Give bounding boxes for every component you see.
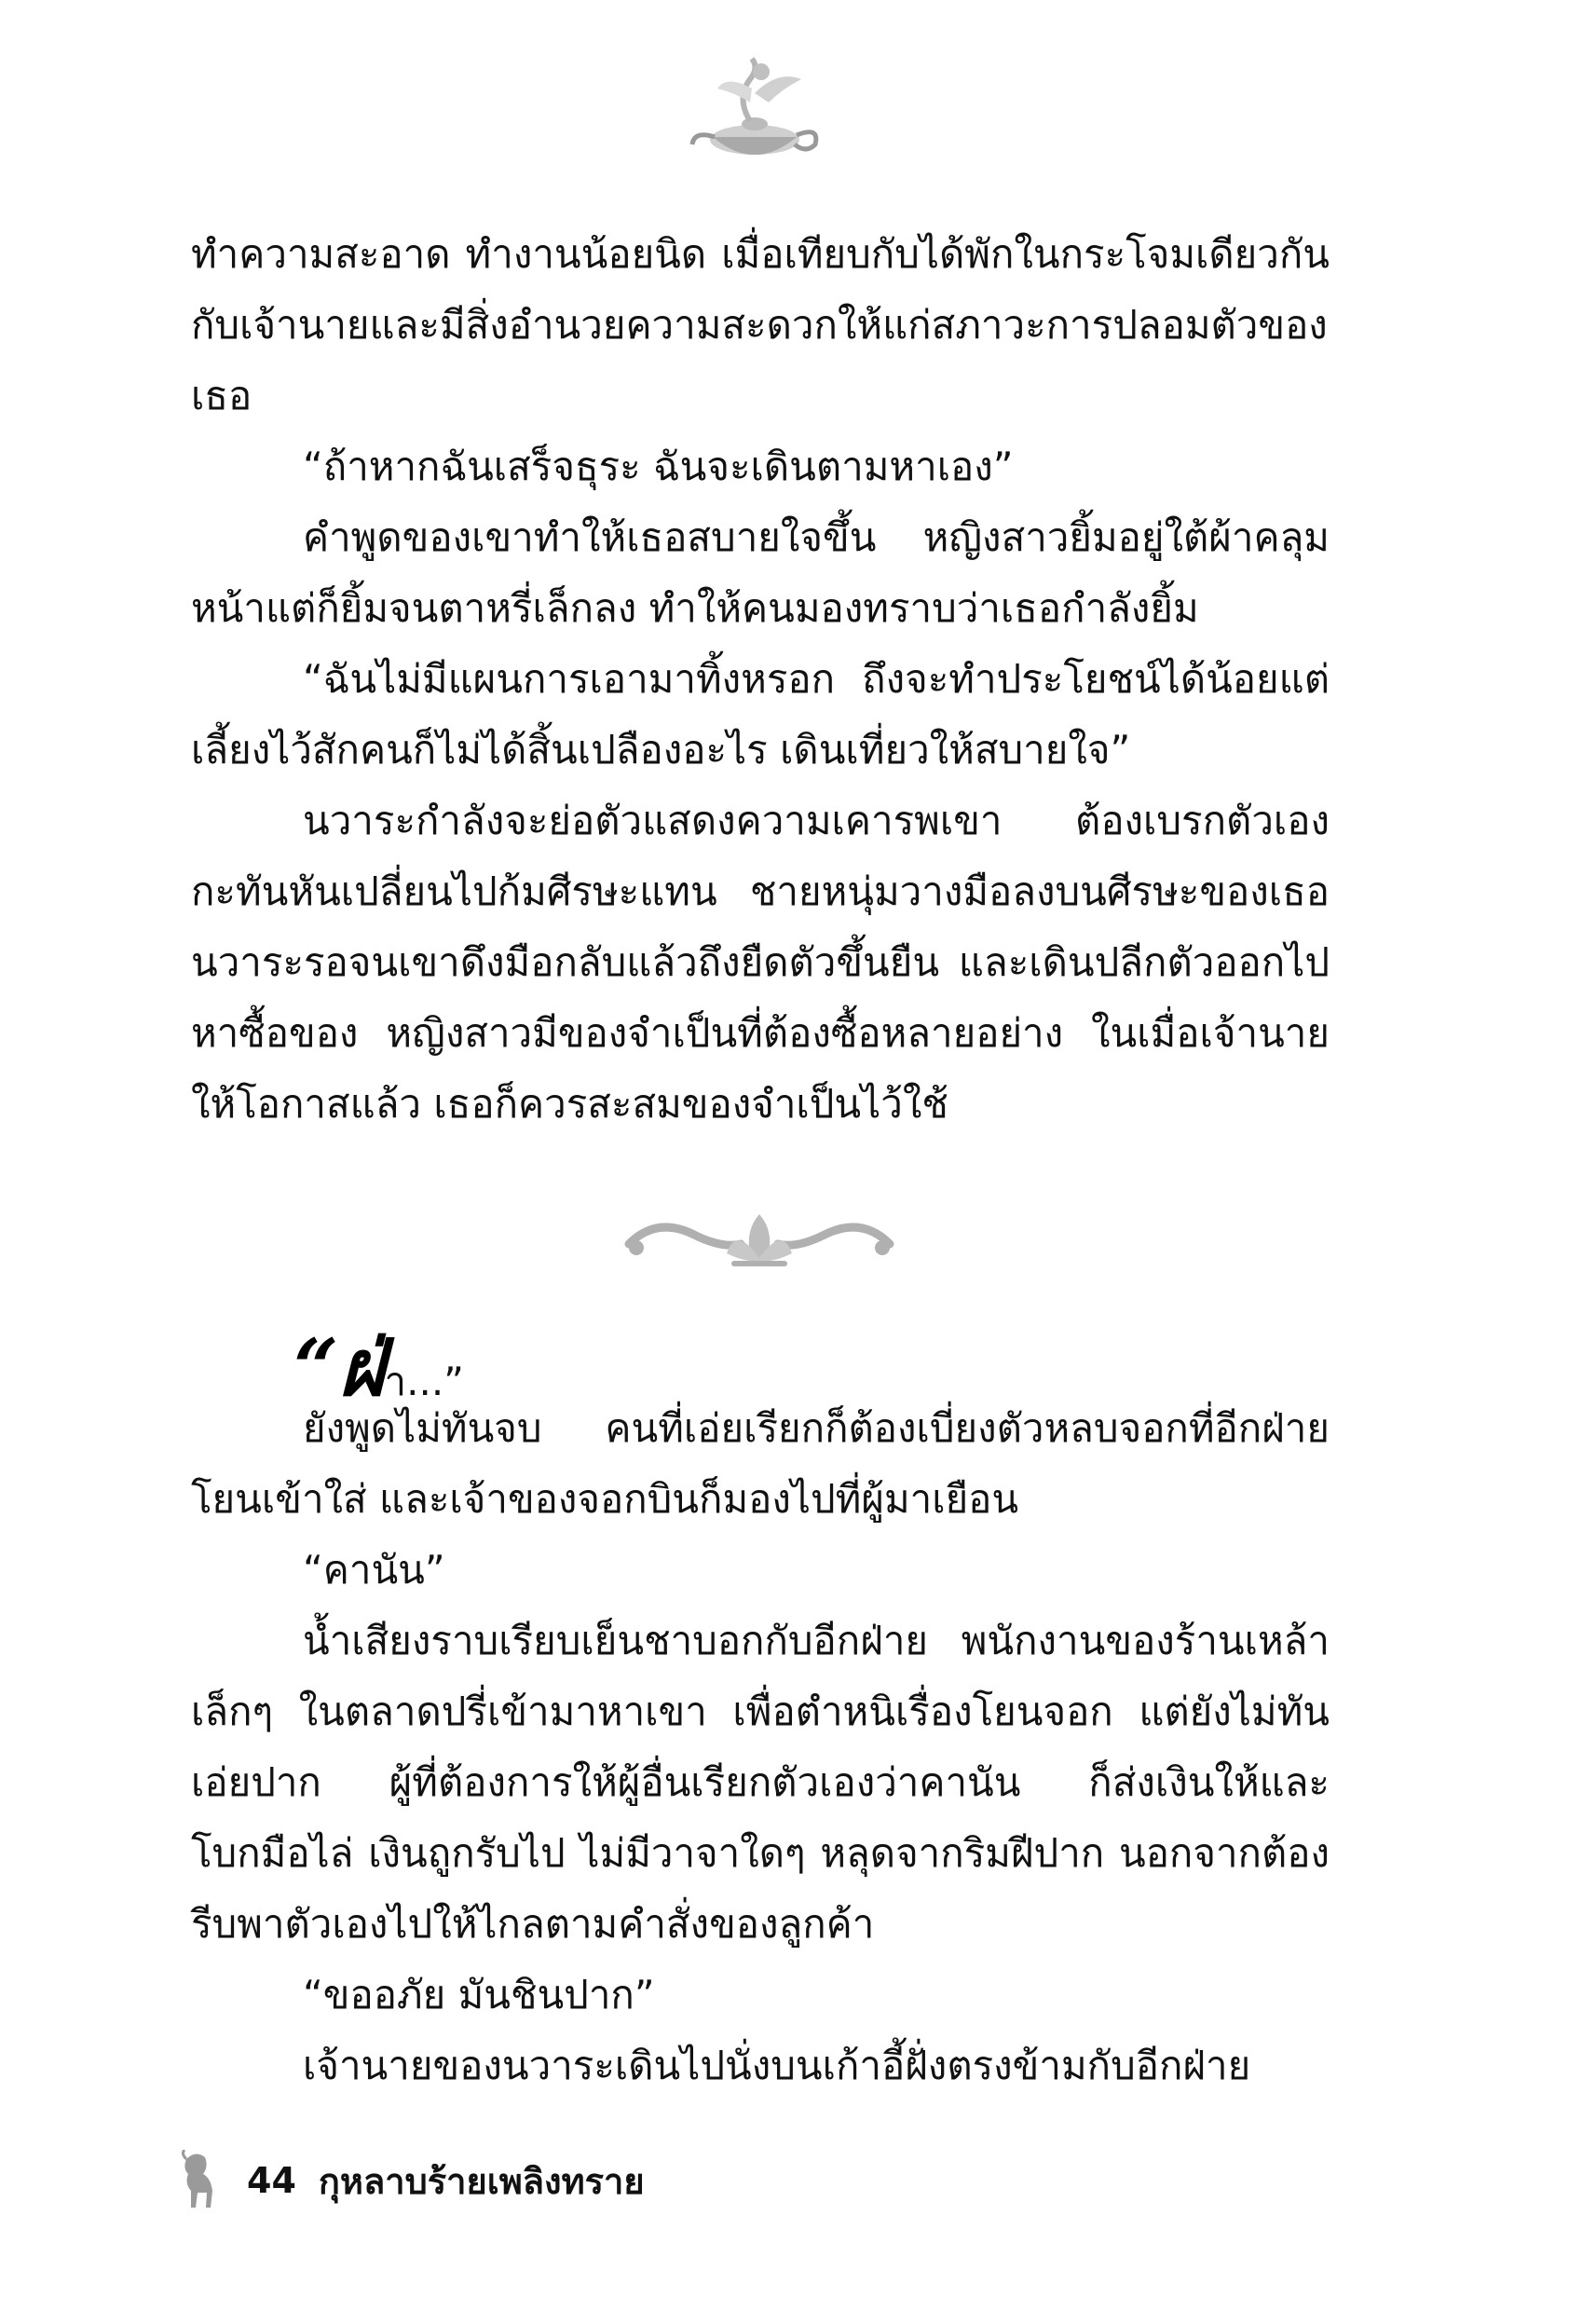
drop-cap: “ฝ่	[293, 1321, 385, 1414]
chapter-opening	[293, 1305, 464, 1414]
horse-icon	[177, 2150, 219, 2211]
flourish-divider-icon	[620, 1207, 899, 1272]
drop-cap-rest: า...”	[384, 1359, 464, 1404]
paragraph: นวาระกำลังจะย่อตัวแสดงความเคารพเขา ต้องเบรกตัวเองกะทันหันเปลี่ยนไปก้มศีรษะแทน ชายหนุ่มวางมือลงบนศีรษะของเธอนวาระรอจนเขาดึงมือกลับแล้วถึงยืดตัวขึ้นยืน และเดินปลีกตัวออกไปหาซื้อของ หญิงสาวมีของจำเป็นที่ต้องซื้อหลายอย่าง ในเมื่อเจ้านายให้โอกาสแล้ว เธอก็ควรสะสมของจำเป็นไว้ใช้	[191, 798, 1330, 1127]
paragraph: น้ำเสียงราบเรียบเย็นชาบอกกับอีกฝ่าย พนักงานของร้านเหล้าเล็กๆ ในตลาดปรี่เข้ามาหาเขา เพื่อตำหนิเรื่องโยนจอก แต่ยังไม่ทันเอ่ยปาก ผู้ที่ต้องการให้ผู้อื่นเรียกตัวเองว่าคานัน ก็ส่งเงินให้และโบกมือไล่ เงินถูกรับไป ไม่มีวาจาใดๆ หลุดจากริมฝีปาก นอกจากต้องรีบพาตัวเองไปให้ไกลตามคำสั่งของลูกค้า	[191, 1618, 1330, 1947]
book-title: กุหลาบร้ายเพลิงทราย	[318, 2160, 645, 2202]
paragraph: “ถ้าหากฉันเสร็จธุระ ฉันจะเดินตามหาเอง”	[303, 444, 1014, 489]
top-text-block	[191, 219, 1330, 1140]
page-footer	[177, 2143, 645, 2218]
lamp-fairy-icon	[685, 51, 825, 172]
page-number: 44	[247, 2160, 296, 2201]
paragraph: เจ้านายของนวาระเดินไปนั่งบนเก้าอี้ฝั่งตรงข้ามกับอีกฝ่าย	[303, 2043, 1251, 2088]
paragraph: ทำความสะอาด ทำงานน้อยนิด เมื่อเทียบกับได้พักในกระโจมเดียวกันกับเจ้านายและมีสิ่งอำนวยความสะดวกให้แก่สภาวะการปลอมตัวของเธอ	[191, 231, 1330, 418]
paragraph: “ฉันไม่มีแผนการเอามาทิ้งหรอก ถึงจะทำประโยชน์ได้น้อยแต่เลี้ยงไว้สักคนก็ไม่ได้สิ้นเปลืองอะไร เดินเที่ยวให้สบายใจ”	[191, 656, 1330, 773]
paragraph: “ขออภัย มันชินปาก”	[303, 1972, 655, 2017]
paragraph: “คานัน”	[303, 1547, 445, 1593]
paragraph: ยังพูดไม่ทันจบ คนที่เอ่ยเรียกก็ต้องเบี่ยงตัวหลบจอกที่อีกฝ่ายโยนเข้าใส่ และเจ้าของจอกบินก็มองไปที่ผู้มาเยือน	[191, 1405, 1330, 1522]
bottom-text-block	[191, 1393, 1330, 2101]
paragraph: คำพูดของเขาทำให้เธอสบายใจขึ้น หญิงสาวยิ้มอยู่ใต้ผ้าคลุมหน้าแต่ก็ยิ้มจนตาหรี่เล็กลง ทำให้คนมองทราบว่าเธอกำลังยิ้ม	[191, 514, 1330, 631]
